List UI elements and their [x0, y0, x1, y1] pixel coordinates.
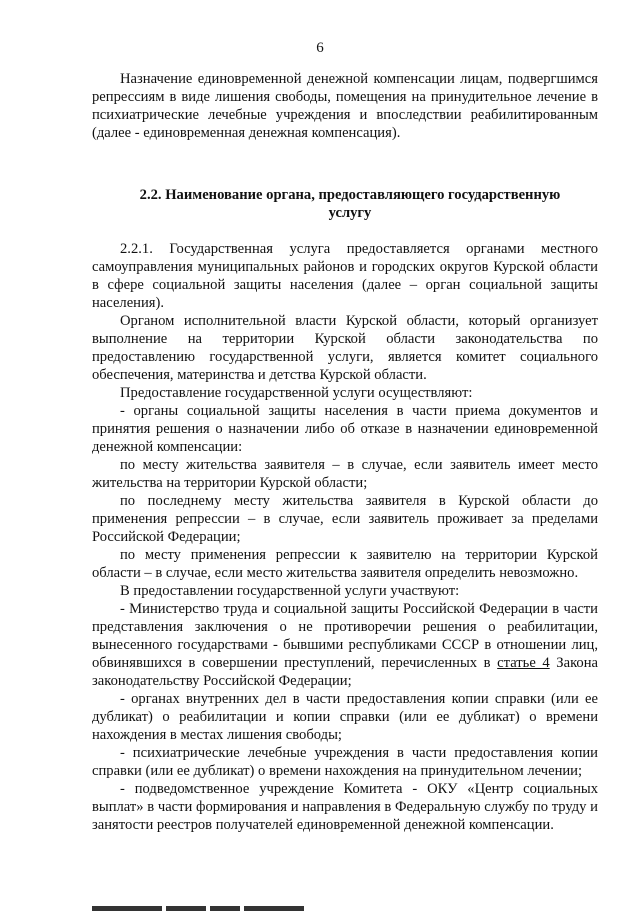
- paragraph-okb-center: - подведомственное учреждение Комитета - ОКУ «Центр социальных выплат» в части формирования и направления в Федеральную службу по труду и занятости реестров получателей единовременной денежной компенсации.: [92, 781, 598, 833]
- paragraph-repression-place: по месту применения репрессии к заявителю на территории Курской области – в случае, если место жительства заявителя определить невозможно.: [92, 547, 598, 581]
- paragraph-ministry: [92, 600, 598, 690]
- section-heading: 2.2. Наименование органа, предоставляющего государственную услугу: [139, 187, 561, 221]
- page-number: 6: [316, 40, 324, 56]
- section-heading-block: [120, 186, 580, 222]
- paragraph-social-protection-bodies: - органы социальной защиты населения в части приема документов и принятия решения о назначении либо об отказе в назначении единовременной денежной компенсации:: [92, 403, 598, 455]
- main-text: [92, 240, 598, 834]
- paragraph-executive-body: Органом исполнительной власти Курской области, который организует выполнение на территории Курской области законодательства по предоставлению государственной услуги, является комитет социального обеспечения, материнства и детства Курской области.: [92, 313, 598, 383]
- cut-off-text-strip: [92, 898, 352, 905]
- paragraph-last-residence: по последнему месту жительства заявителя в Курской области до применения репрессии – в случае, если заявитель проживает за пределами Российской Федерации;: [92, 493, 598, 545]
- paragraph-psychiatric: - психиатрические лечебные учреждения в части предоставления копии справки (или ее дубликат) о времени нахождения на принудительном лечении;: [92, 745, 598, 779]
- ministry-text-end: Закона законодательству Российской Федерации;: [92, 655, 599, 689]
- paragraph-internal-affairs: - органах внутренних дел в части предоставления копии справки (или ее дубликат) о реабилитации и копии справки (или ее дубликат) о времени нахождения в местах лишения свободы;: [92, 691, 598, 743]
- article-4-link[interactable]: статье 4: [497, 655, 550, 671]
- intro-paragraph: Назначение единовременной денежной компенсации лицам, подвергшимся репрессиям в виде лишения свободы, помещения на принудительное лечение в психиатрические лечебные учреждения и впоследствии реабилитированным (далее - единовременная денежная компенсация).: [92, 71, 598, 141]
- paragraph-2-2-1: 2.2.1. Государственная услуга предоставляется органами местного самоуправления муниципальных районов и городских округов Курской области в сфере социальной защиты населения (далее – орган социальной защиты населения).: [92, 241, 598, 311]
- ministry-text: - Министерство труда и социальной защиты Российской Федерации в части представления заключения о не противоречии решения о реабилитации, вынесенного государствами - бывшими республиками СССР в отношении лиц, обвинявшихся в совершении преступлений, перечисленных в: [92, 601, 598, 671]
- paragraph-providers-intro: Предоставление государственной услуги осуществляют:: [120, 385, 473, 401]
- paragraph-participants-intro: В предоставлении государственной услуги участвуют:: [120, 583, 460, 599]
- paragraph-residence: по месту жительства заявителя – в случае, если заявитель имеет место жительства на территории Курской области;: [92, 457, 598, 491]
- intro-block: [92, 70, 598, 142]
